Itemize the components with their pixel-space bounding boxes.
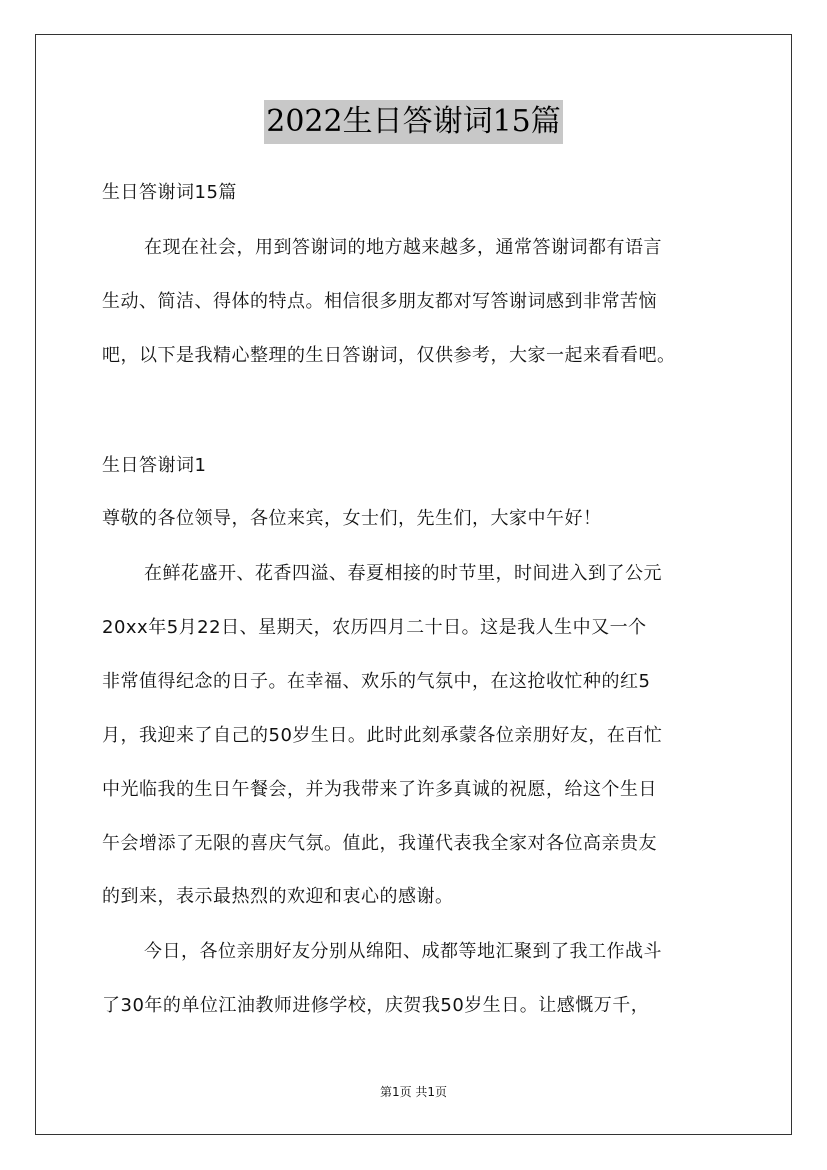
para1-line-7: 的到来，表示最热烈的欢迎和衷心的感谢。 [102, 886, 454, 907]
title-container [0, 100, 827, 144]
para2-line-1: 今日，各位亲朋好友分别从绵阳、成都等地汇聚到了我工作战斗 [144, 941, 662, 962]
page-footer: 第1页 共1页 [379, 1085, 448, 1099]
para1-line-2: 20xx年5月22日、星期天，农历四月二十日。这是我人生中又一个 [102, 617, 647, 638]
intro-line-3: 吧，以下是我精心整理的生日答谢词，仅供参考，大家一起来看看吧。 [102, 345, 676, 366]
para1-line-5: 中光临我的生日午餐会，并为我带来了许多真诚的祝愿，给这个生日 [102, 779, 657, 800]
intro-line-1: 在现在社会，用到答谢词的地方越来越多，通常答谢词都有语言 [144, 237, 662, 258]
subtitle: 生日答谢词15篇 [102, 182, 237, 203]
intro-line-2: 生动、简洁、得体的特点。相信很多朋友都对写答谢词感到非常苦恼 [102, 291, 657, 312]
document-title: 2022生日答谢词15篇 [264, 100, 563, 144]
para2-line-2: 了30年的单位江油教师进修学校，庆贺我50岁生日。让感慨万千， [102, 995, 650, 1016]
para1-line-6: 午会增添了无限的喜庆气氛。值此，我谨代表我全家对各位高亲贵友 [102, 833, 657, 854]
greeting: 尊敬的各位领导，各位来宾，女士们，先生们，大家中午好！ [102, 508, 602, 529]
para1-line-1: 在鲜花盛开、花香四溢、春夏相接的时节里，时间进入到了公元 [144, 563, 662, 584]
section-heading: 生日答谢词1 [102, 455, 207, 476]
para1-line-4: 月，我迎来了自己的50岁生日。此时此刻承蒙各位亲朋好友，在百忙 [102, 725, 663, 746]
para1-line-3: 非常值得纪念的日子。在幸福、欢乐的气氛中，在这抢收忙种的红5 [102, 671, 651, 692]
